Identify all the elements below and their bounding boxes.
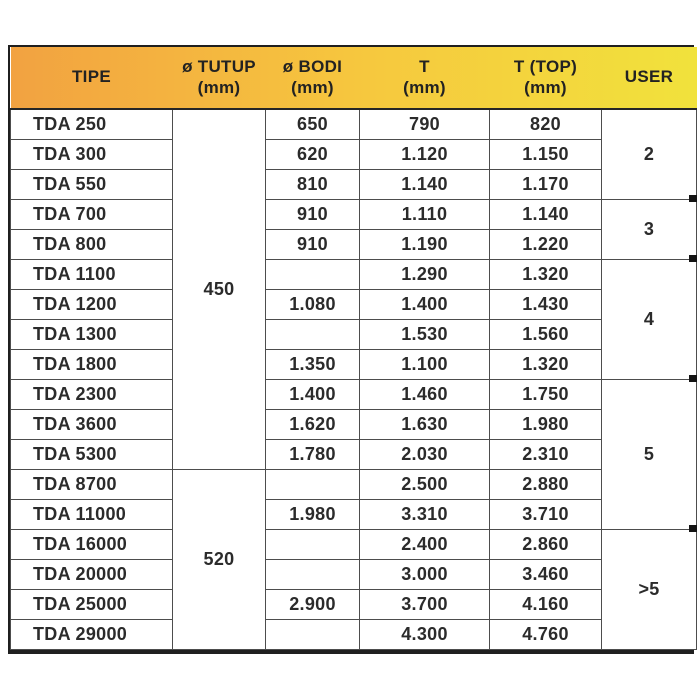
- header-unit: (mm): [524, 77, 567, 97]
- header-label: TIPE: [72, 67, 111, 87]
- group-boundary-tick: [689, 375, 697, 382]
- cell-t: 1.460: [360, 379, 490, 409]
- cell-t-top: 2.860: [490, 529, 602, 559]
- cell-t: 2.030: [360, 439, 490, 469]
- table-row: [11, 319, 697, 349]
- cell-t-top: 2.310: [490, 439, 602, 469]
- cell-t: 3.310: [360, 499, 490, 529]
- cell-t-top: 820: [490, 109, 602, 139]
- cell-tipe: TDA 800: [11, 229, 173, 259]
- cell-tipe: TDA 1300: [11, 319, 173, 349]
- cell-bodi: 910: [266, 229, 360, 259]
- table-row: [11, 199, 697, 229]
- cell-t-top: 1.220: [490, 229, 602, 259]
- group-boundary-tick: [689, 255, 697, 262]
- cell-tipe: TDA 700: [11, 199, 173, 229]
- cell-tipe: TDA 8700: [11, 469, 173, 499]
- table-row: [11, 259, 697, 289]
- cell-t-top: 3.460: [490, 559, 602, 589]
- cell-bodi: [266, 559, 360, 589]
- cell-bodi: 1.980: [266, 499, 360, 529]
- cell-bodi: 1.350: [266, 349, 360, 379]
- cell-t: 1.530: [360, 319, 490, 349]
- cell-user-group: 5: [602, 379, 697, 529]
- cell-t-top: 1.140: [490, 199, 602, 229]
- table-row: [11, 589, 697, 619]
- cell-t: 1.400: [360, 289, 490, 319]
- header-label: ø TUTUP: [182, 56, 256, 76]
- cell-tipe: TDA 1800: [11, 349, 173, 379]
- header-unit: (mm): [403, 77, 446, 97]
- cell-tipe: TDA 16000: [11, 529, 173, 559]
- cell-user-group: 4: [602, 259, 697, 379]
- cell-t: 2.400: [360, 529, 490, 559]
- cell-t: 3.700: [360, 589, 490, 619]
- cell-bodi: [266, 619, 360, 649]
- cell-bodi: 1.620: [266, 409, 360, 439]
- cell-bodi: 650: [266, 109, 360, 139]
- cell-t-top: 1.170: [490, 169, 602, 199]
- cell-t-top: 4.160: [490, 589, 602, 619]
- cell-tipe: TDA 2300: [11, 379, 173, 409]
- cell-tipe: TDA 250: [11, 109, 173, 139]
- table-row: [11, 559, 697, 589]
- cell-tipe: TDA 550: [11, 169, 173, 199]
- cell-bodi: 910: [266, 199, 360, 229]
- cell-t-top: 2.880: [490, 469, 602, 499]
- cell-t: 1.110: [360, 199, 490, 229]
- cell-t: 2.500: [360, 469, 490, 499]
- table-row: [11, 619, 697, 649]
- cell-bodi: [266, 529, 360, 559]
- cell-t: 1.190: [360, 229, 490, 259]
- table-row: [11, 229, 697, 259]
- cell-bodi: [266, 319, 360, 349]
- table-row: [11, 439, 697, 469]
- col-header-t-top: [490, 47, 602, 109]
- cell-t-top: 1.750: [490, 379, 602, 409]
- tank-spec-table: [10, 47, 697, 650]
- cell-tipe: TDA 300: [11, 139, 173, 169]
- cell-t-top: 1.430: [490, 289, 602, 319]
- header-label: T: [419, 56, 430, 76]
- table-row: [11, 349, 697, 379]
- table-row: [11, 469, 697, 499]
- cell-bodi: [266, 469, 360, 499]
- table-row: [11, 379, 697, 409]
- cell-bodi: [266, 259, 360, 289]
- group-boundary-tick: [689, 195, 697, 202]
- table-body: [11, 109, 697, 649]
- cell-t: 3.000: [360, 559, 490, 589]
- col-header-tutup: [173, 47, 266, 109]
- cell-bodi: 1.400: [266, 379, 360, 409]
- cell-tipe: TDA 11000: [11, 499, 173, 529]
- header-label: T (TOP): [513, 56, 578, 76]
- cell-tipe: TDA 20000: [11, 559, 173, 589]
- col-header-tipe: [11, 47, 173, 109]
- cell-tipe: TDA 1200: [11, 289, 173, 319]
- cell-user-group: 3: [602, 199, 697, 259]
- table-row: [11, 169, 697, 199]
- cell-user-group: >5: [602, 529, 697, 649]
- cell-t: 1.100: [360, 349, 490, 379]
- group-boundary-tick: [689, 525, 697, 532]
- cell-bodi: 620: [266, 139, 360, 169]
- cell-bodi: 1.080: [266, 289, 360, 319]
- cell-t: 1.120: [360, 139, 490, 169]
- cell-t: 1.630: [360, 409, 490, 439]
- cell-bodi: 1.780: [266, 439, 360, 469]
- table-row: [11, 529, 697, 559]
- cell-tipe: TDA 3600: [11, 409, 173, 439]
- table-row: [11, 499, 697, 529]
- cell-tutup-group: 450: [173, 109, 266, 469]
- table-row: [11, 139, 697, 169]
- col-header-t: [360, 47, 490, 109]
- col-header-bodi: [266, 47, 360, 109]
- cell-t-top: 3.710: [490, 499, 602, 529]
- table-row: [11, 409, 697, 439]
- cell-tipe: TDA 25000: [11, 589, 173, 619]
- cell-t-top: 1.980: [490, 409, 602, 439]
- cell-t-top: 1.320: [490, 349, 602, 379]
- cell-t-top: 4.760: [490, 619, 602, 649]
- cell-t: 4.300: [360, 619, 490, 649]
- table-header: [11, 47, 697, 109]
- cell-t-top: 1.560: [490, 319, 602, 349]
- cell-user-group: 2: [602, 109, 697, 199]
- cell-bodi: 2.900: [266, 589, 360, 619]
- cell-t-top: 1.320: [490, 259, 602, 289]
- header-unit: (mm): [291, 77, 334, 97]
- cell-t: 790: [360, 109, 490, 139]
- cell-bodi: 810: [266, 169, 360, 199]
- cell-tutup-group: 520: [173, 469, 266, 649]
- cell-t: 1.140: [360, 169, 490, 199]
- header-row: [11, 47, 697, 109]
- header-label: USER: [624, 67, 674, 87]
- cell-tipe: TDA 5300: [11, 439, 173, 469]
- table-row: [11, 109, 697, 139]
- cell-tipe: TDA 29000: [11, 619, 173, 649]
- table-row: [11, 289, 697, 319]
- col-header-user: [602, 47, 697, 109]
- tank-spec-table-wrap: [8, 45, 694, 654]
- cell-tipe: TDA 1100: [11, 259, 173, 289]
- header-label: ø BODI: [282, 56, 343, 76]
- header-unit: (mm): [197, 77, 241, 97]
- cell-t-top: 1.150: [490, 139, 602, 169]
- cell-t: 1.290: [360, 259, 490, 289]
